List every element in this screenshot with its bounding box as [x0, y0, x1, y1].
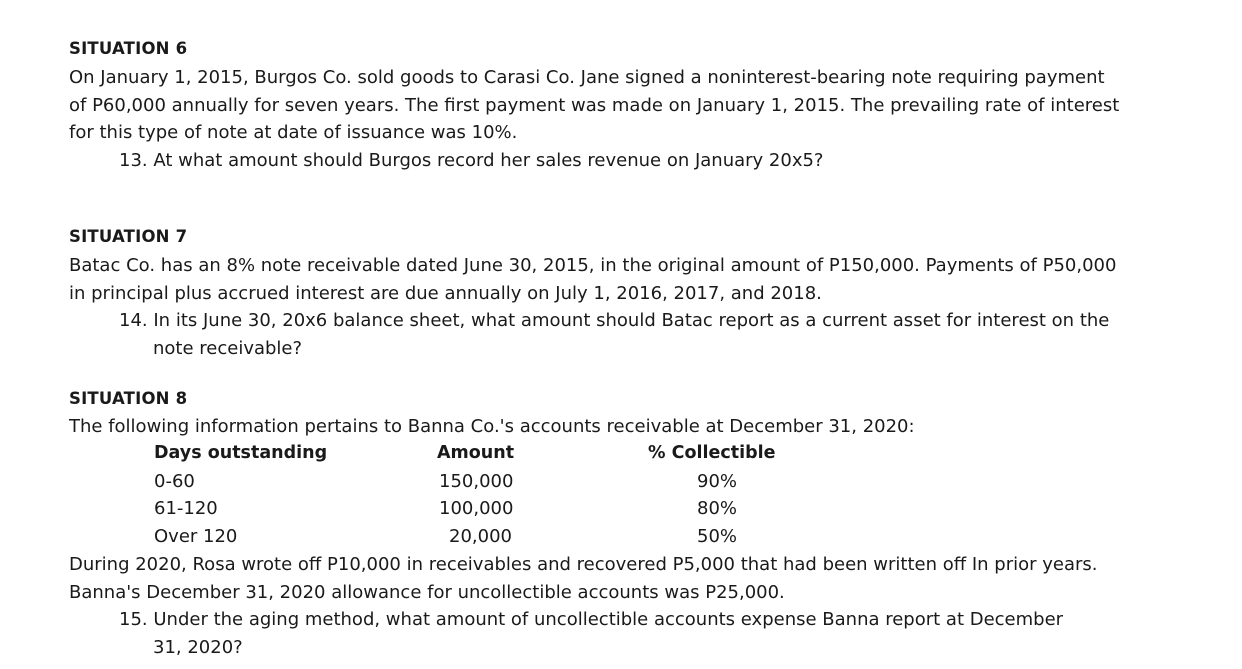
table-cell-days: 0-60 [154, 471, 195, 492]
table-cell-collectible: 90% [697, 471, 738, 492]
question-text: Under the aging method, what amount of uncollectible accounts expense Banna report at December [153, 609, 1064, 630]
question-14 [119, 307, 1159, 362]
text-line: for this type of note at date of issuance was 10%. [69, 122, 518, 143]
question-line: 31, 2020? [153, 636, 243, 658]
question-line [119, 606, 1159, 634]
text-line: The following information pertains to Banna Co.'s accounts receivable at December 31, 2020: [69, 416, 915, 437]
question-number: 14. [119, 310, 148, 331]
question-line: note receivable? [153, 337, 303, 359]
question-15 [119, 606, 1159, 661]
table-cell-days: Over 120 [154, 526, 238, 547]
situation-8-text [69, 551, 1159, 606]
question-text: At what amount should Burgos record her sales revenue on January 20x5? [153, 150, 824, 171]
situation-6-heading: SITUATION 6 [69, 39, 188, 58]
text-line: in principal plus accrued interest are due annually on July 1, 2016, 2017, and 2018. [69, 282, 822, 304]
situation-7-text [69, 252, 1159, 307]
question-number: 15. [119, 609, 148, 630]
table-cell-days: 61-120 [154, 498, 218, 519]
question-text: In its June 30, 20x6 balance sheet, what amount should Batac report as a current asset for interest on the [153, 310, 1110, 331]
table-cell-amount: 20,000 [449, 526, 512, 547]
table-header-amount: Amount [437, 443, 515, 463]
situation-8-heading: SITUATION 8 [69, 389, 188, 408]
question-13 [119, 147, 1159, 175]
table-cell-collectible: 80% [697, 498, 738, 519]
text-line: On January 1, 2015, Burgos Co. sold goods to Carasi Co. Jane signed a noninterest-bearing note requiring payment [69, 67, 1105, 88]
text-line: of P60,000 annually for seven years. The first payment was made on January 1, 2015. The prevailing rate of interest [69, 94, 1120, 116]
situation-8-intro [69, 413, 1159, 441]
table-cell-collectible: 50% [697, 526, 738, 547]
table-header-collectible: % Collectible [648, 443, 776, 463]
question-line [119, 147, 1159, 175]
text-line: During 2020, Rosa wrote off P10,000 in receivables and recovered P5,000 that had been written off In prior years. [69, 554, 1098, 575]
situation-6-text [69, 64, 1159, 147]
table-header-days: Days outstanding [154, 443, 328, 463]
table-cell-amount: 100,000 [439, 498, 514, 519]
question-number: 13. [119, 150, 148, 171]
situation-7-heading: SITUATION 7 [69, 227, 188, 246]
text-line: Batac Co. has an 8% note receivable dated June 30, 2015, in the original amount of P150,000. Payments of P50,000 [69, 255, 1117, 276]
table-cell-amount: 150,000 [439, 471, 514, 492]
text-line: Banna's December 31, 2020 allowance for uncollectible accounts was P25,000. [69, 581, 785, 603]
question-line [119, 307, 1159, 335]
